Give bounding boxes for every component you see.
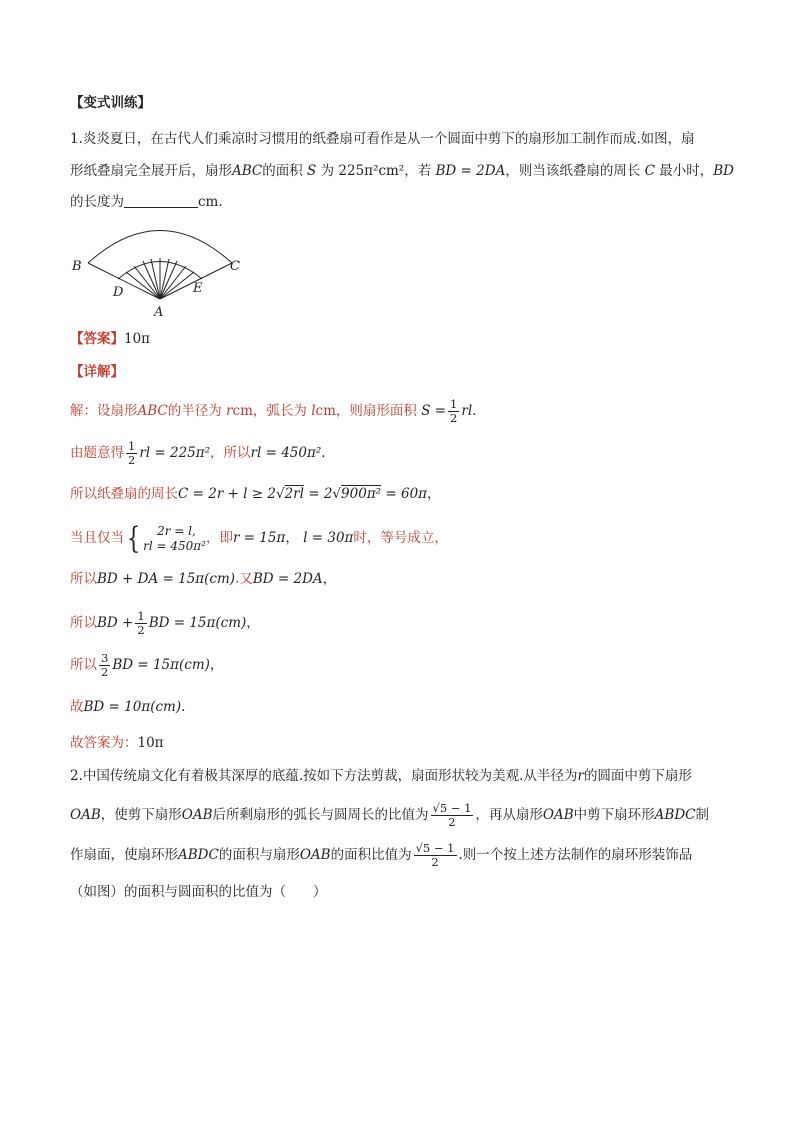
sol-text: ， [285, 530, 299, 546]
answer-label: 【答案】 [70, 331, 124, 347]
q2-math: ABDC [654, 807, 696, 823]
solution-line3 [70, 483, 730, 505]
q2-math: ABDC [178, 847, 219, 863]
q2-text: 制 [695, 807, 709, 823]
sol-text: ， [246, 615, 260, 631]
sol-text: .又 [235, 571, 253, 587]
fraction [99, 652, 110, 679]
q2-text: 中剪下扇环形 [573, 807, 655, 823]
frac-num: 1 [450, 397, 458, 411]
fraction [448, 398, 459, 425]
q2-math: r [577, 768, 584, 784]
frac-den: 2 [137, 623, 145, 637]
q2-text: 的面积与扇形 [218, 847, 300, 863]
equation-system [143, 524, 206, 554]
q1-text: cm. [198, 194, 223, 210]
solution-line8 [70, 696, 730, 718]
sol-text: ， [209, 657, 224, 673]
q2-text: 的面积比值为 [330, 847, 412, 863]
sol-math: BD + [97, 615, 134, 631]
equation: rl = 450π² [143, 538, 206, 553]
sol-text: 所以 [70, 571, 97, 587]
frac-den: 2 [450, 411, 458, 425]
sol-math: r [226, 403, 233, 419]
label-b: B [72, 259, 82, 274]
q2-text: 后所剩扇形的弧长与圆周长的比值为 [212, 807, 429, 823]
q2-math: OAB [299, 847, 331, 863]
sol-math: rl = 225π² [139, 445, 211, 461]
sol-text: ，所以 [210, 445, 251, 461]
q1-line2 [70, 160, 735, 182]
solution-line9 [70, 732, 730, 754]
solution-line2 [70, 440, 730, 467]
sol-text: 当且仅当 [70, 530, 124, 546]
solution-line5 [70, 568, 730, 590]
frac-num: 1 [137, 609, 145, 623]
q1-math: ABC [232, 163, 263, 179]
q1-text: 形纸叠扇完全展开后，扇形 [70, 163, 232, 179]
q2-text: .则一个按上述方法制作的扇环形装饰品 [458, 847, 693, 863]
sol-math: C = 2r + l ≥ 2√ [178, 486, 285, 502]
sol-text: 故 [70, 699, 84, 715]
sol-text: 的半径为 [167, 403, 222, 419]
q1-math: C [644, 163, 655, 179]
sol-math: BD = 15π(cm) [148, 615, 247, 631]
label-d: D [113, 285, 124, 300]
answer-row [70, 328, 730, 350]
q1-text: 1.炎炎夏日，在古代人们乘凉时习惯用的纸叠扇可看作是从一个圆面中剪下的扇形加工制作而成.如图，扇 [70, 131, 695, 147]
solution-line6 [70, 610, 730, 637]
solution-line1 [70, 398, 730, 425]
fraction [414, 842, 457, 869]
frac-num: 1 [128, 439, 136, 453]
answer-blank [124, 193, 198, 208]
sol-math: BD = 10π(cm) [83, 699, 182, 715]
sol-math: S = [421, 403, 447, 419]
sol-text: cm，弧长为 [232, 403, 307, 419]
q2-text: ，使剪下扇形 [100, 807, 182, 823]
section-title: 【变式训练】 [70, 95, 151, 111]
fan-figure [68, 216, 258, 321]
q2-line4: （如图）的面积与圆面积的比值为（ ） [70, 884, 327, 900]
fan-edge-ab [88, 263, 160, 299]
sol-math: = 60π [381, 486, 428, 502]
frac-num: √5 − 1 [415, 841, 455, 855]
q2-line1 [70, 765, 730, 787]
sol-text: ， [427, 486, 441, 502]
q2-line2 [70, 802, 730, 829]
sol-math: 2rl [284, 486, 304, 502]
sol-text: . [181, 699, 186, 715]
q2-line3 [70, 842, 730, 869]
sol-text: 故答案为： [70, 735, 138, 751]
frac-num: 3 [101, 651, 109, 665]
solution-line7 [70, 652, 730, 679]
q1-text: 的长度为 [70, 194, 124, 210]
sol-math: rl = 450π² [250, 445, 322, 461]
frac-den: 2 [101, 665, 109, 679]
fraction [126, 440, 137, 467]
q1-math: S [307, 163, 317, 179]
q1-math: 225π²cm² [338, 163, 405, 179]
sol-math: BD + DA = 15π(cm) [97, 571, 236, 587]
frac-den: 2 [128, 453, 136, 467]
sol-math: BD = 2DA [252, 571, 323, 587]
q2-math: OAB [181, 807, 213, 823]
label-c: C [230, 259, 240, 274]
sol-math: ABC [137, 403, 168, 419]
sol-text: 所以 [70, 657, 97, 673]
q2-math: OAB [542, 807, 574, 823]
sol-text: . [321, 445, 326, 461]
sol-math: rl [461, 403, 473, 419]
q2-text: 作扇面，使扇环形 [70, 847, 178, 863]
q1-text: ，则当该纸叠扇的周长 [505, 163, 641, 179]
label-e: E [193, 281, 203, 296]
sol-math: BD = 15π(cm) [112, 657, 210, 673]
sol-text: 所以纸叠扇的周长 [70, 486, 178, 502]
q1-text: 的面积 [262, 163, 303, 179]
answer-value: 10π [124, 331, 151, 347]
sol-math: r = 15π [232, 530, 286, 546]
frac-den: 2 [431, 855, 439, 869]
label-a: A [154, 305, 164, 320]
sol-text: ，即 [205, 530, 233, 546]
detail-label: 【详解】 [70, 364, 124, 380]
sol-text: cm，则扇形面积 [315, 403, 417, 419]
sol-math: 10π [137, 735, 164, 751]
equation: 2r = l, [157, 523, 196, 538]
q1-math: BD = 2DA [435, 163, 506, 179]
q1-math: BD [713, 163, 735, 179]
brace: { [126, 520, 141, 556]
sol-math: l = 30π [303, 530, 354, 546]
q1-text: 最小时， [659, 163, 714, 179]
fraction [431, 802, 474, 829]
fraction [135, 610, 146, 637]
q2-math: OAB [70, 807, 101, 823]
solution-line4 [70, 520, 730, 556]
q1-line1 [70, 128, 730, 150]
sol-text: . [472, 403, 477, 419]
q1-line3 [70, 191, 730, 213]
q2-text: ，再从扇形 [475, 807, 543, 823]
sol-math: l [311, 403, 316, 419]
q2-text: 的圆面中剪下扇形 [583, 768, 692, 784]
sol-text: 所以 [70, 615, 97, 631]
q1-text: ，若 [404, 163, 432, 179]
sol-text: 解：设扇形 [70, 403, 138, 419]
q2-text: 2.中国传统扇文化有着极其深厚的底蕴.按如下方法剪裁，扇面形状较为美观.从半径为 [70, 768, 578, 784]
frac-num: √5 − 1 [432, 801, 472, 815]
sol-text: ， [322, 571, 337, 587]
sol-math: = 2√ [303, 486, 342, 502]
q1-text: 为 [320, 163, 335, 179]
sol-text: 时，等号成立， [353, 530, 448, 546]
sol-math: 900π² [341, 486, 382, 502]
sol-text: 由题意得 [70, 445, 124, 461]
frac-den: 2 [448, 815, 456, 829]
